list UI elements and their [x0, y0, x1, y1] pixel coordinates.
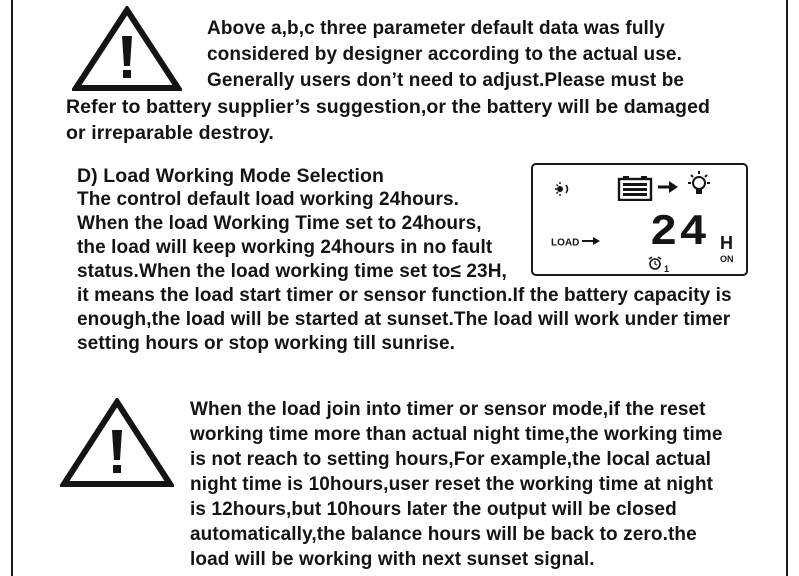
- text-line: night time is 10hours,user reset the working time at night: [190, 474, 714, 495]
- section-heading: D) Load Working Mode Selection: [77, 165, 385, 187]
- sun-icon: [554, 181, 572, 202]
- text-line: The control default load working 24hours.: [77, 189, 460, 210]
- text-line: status.When the load working time set to≤ 23H,: [77, 261, 507, 282]
- bulb-icon: [683, 169, 715, 208]
- warning-1-text-continued: [66, 94, 710, 146]
- battery-icon: [617, 175, 653, 206]
- text-line: Generally users don’t need to adjust.Please must be: [207, 70, 685, 91]
- warning-2-text: [190, 397, 723, 572]
- text-line: or irreparable destroy.: [66, 122, 274, 144]
- timer-index: 1: [664, 264, 670, 274]
- warning-triangle-icon: [72, 6, 182, 92]
- alarm-clock-icon: [647, 256, 663, 275]
- warning-triangle-icon: [60, 398, 174, 488]
- section-d-text-continued: [77, 284, 732, 356]
- text-line: considered by designer according to the actual use.: [207, 44, 682, 65]
- text-line: the load will keep working 24hours in no fault: [77, 237, 493, 258]
- section-d-text: [77, 188, 507, 284]
- text-line: is 12hours,but 10hours later the output will be closed: [190, 499, 677, 520]
- text-line: working time more than actual night time,the working time: [190, 424, 723, 445]
- load-label-text: LOAD: [551, 237, 580, 249]
- frame-right-border: [786, 0, 788, 576]
- text-line: it means the load start timer or sensor function.If the battery capacity is: [77, 285, 732, 306]
- warning-1-text: [207, 16, 684, 94]
- text-line: Refer to battery supplier’s suggestion,or the battery will be damaged: [66, 96, 711, 118]
- text-line: setting hours or stop working till sunrise.: [77, 333, 456, 354]
- text-line: Above a,b,c three parameter default data was fully: [207, 18, 665, 39]
- text-line: load will be working with next sunset signal.: [190, 549, 595, 570]
- hours-digits: 24: [649, 208, 710, 258]
- text-line: When the load Working Time set to 24hours,: [77, 213, 482, 234]
- frame-left-border: [11, 0, 13, 576]
- text-line: enough,the load will be started at sunset.The load will work under timer: [77, 309, 731, 330]
- hours-unit: H: [720, 233, 733, 253]
- arrow-right-icon: [582, 237, 600, 249]
- load-status: ON: [720, 254, 734, 264]
- text-line: automatically,the balance hours will be back to zero.the: [190, 524, 697, 545]
- text-line: When the load join into timer or sensor mode,if the reset: [190, 399, 706, 420]
- load-label: [551, 237, 600, 250]
- text-line: is not reach to setting hours,For example,the local actual: [190, 449, 712, 470]
- arrow-right-icon: [657, 180, 679, 199]
- lcd-display: [531, 163, 748, 276]
